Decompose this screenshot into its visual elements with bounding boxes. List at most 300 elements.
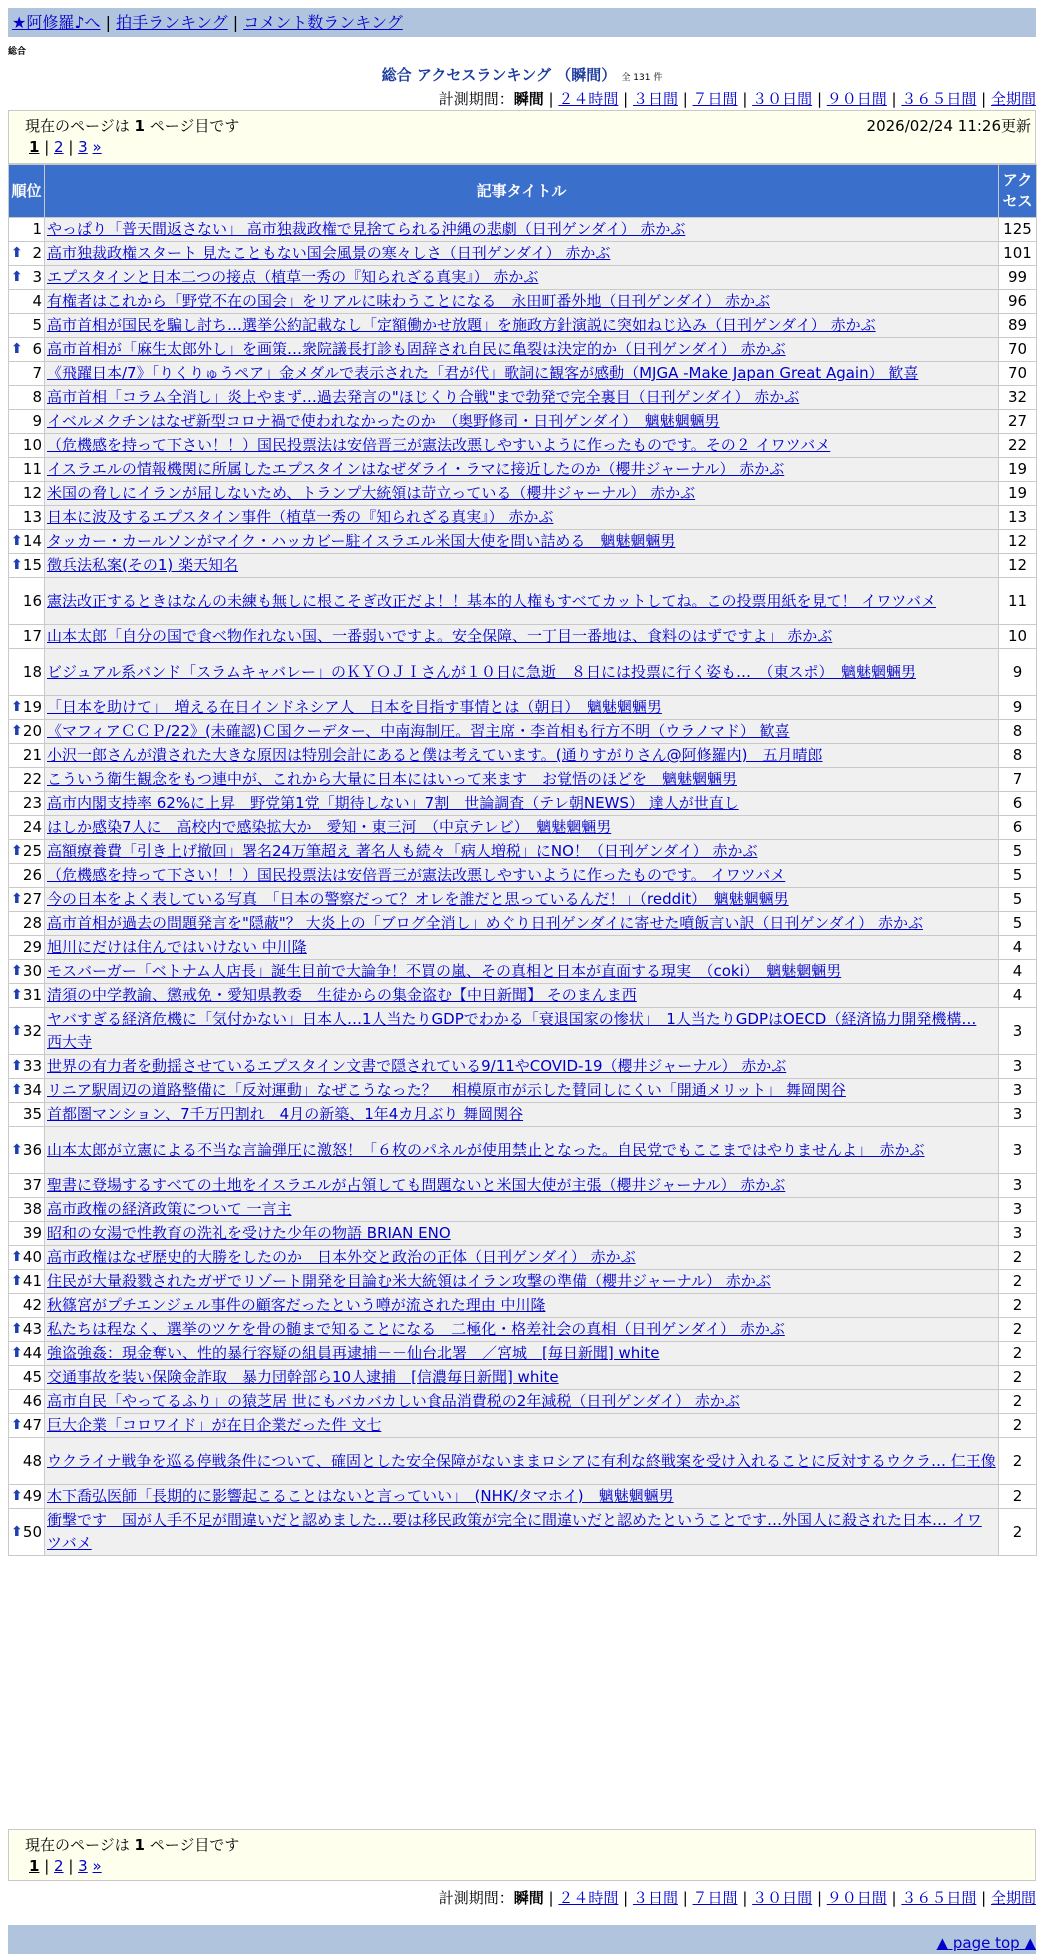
rank-number: 37 [22, 1176, 42, 1194]
table-row [9, 242, 1037, 266]
article-link[interactable]: こういう衛生観念をもつ連中が、これから大量に日本にはいって来ます お覚悟のほどを 魑魅魍魎男 [47, 770, 738, 788]
article-link[interactable]: 《飛躍日本/7》「りくりゅうペア」金メダルで表示された「君が代」歌詞に観客が感動（MJGA -Make Japan Great Again） 歓喜 [47, 364, 919, 382]
period-link[interactable]: 全期間 [990, 90, 1036, 108]
period-link[interactable]: ７日間 [692, 90, 738, 108]
title-cell [45, 1079, 999, 1103]
access-count: 5 [999, 864, 1037, 888]
separator: | [812, 1889, 827, 1907]
rank-number: 13 [22, 508, 42, 526]
rank-cell [9, 649, 45, 696]
title-cell [45, 984, 999, 1008]
article-link[interactable]: （危機感を持って下さい！！）国民投票法は安倍晋三が憲法改悪しやすいように作ったものです。その２ イワツバメ [47, 436, 831, 454]
article-link[interactable]: ウクライナ戦争を巡る停戦条件について、確固とした安全保障がないままロシアに有利な終戦案を受け入れることに反対するウクラ… 仁王像 [47, 1451, 996, 1470]
up-arrow-icon: ⬆ [11, 1345, 23, 1361]
rank-cell [9, 1390, 45, 1414]
rank-number: 29 [22, 938, 42, 956]
rank-cell [9, 1438, 45, 1485]
pager-page-link[interactable]: 3 [78, 1857, 88, 1875]
title-cell [45, 960, 999, 984]
rank-number: 45 [22, 1368, 42, 1386]
rank-cell [9, 242, 45, 266]
header-rank: 順位 [9, 165, 45, 218]
table-row [9, 458, 1037, 482]
rank-cell [9, 482, 45, 506]
article-link[interactable]: 高市政権の経済政策について 一言主 [47, 1200, 292, 1218]
table-row [9, 1485, 1037, 1509]
article-link[interactable]: 旭川にだけは住んではいけない 中川隆 [47, 938, 307, 956]
rank-number: 41 [22, 1272, 42, 1290]
rank-number: 12 [22, 484, 42, 502]
article-link[interactable]: 高市首相が「麻生太郎外し」を画策…衆院議長打診も固辞され自民に亀裂は決定的か（日刊ゲンダイ） 赤かぶ [47, 340, 786, 358]
article-link[interactable]: モスバーガー「ベトナム人店長」誕生目前で大論争！不買の嵐、その真相と日本が直面する現実 （coki） 魑魅魍魎男 [47, 962, 842, 980]
article-link[interactable]: 高市内閣支持率 62%に上昇 野党第1党「期待しない」7割 世論調査（テレ朝NEWS） 達人が世直し [47, 794, 739, 812]
table-row [9, 1438, 1037, 1485]
up-arrow-icon: ⬆ [11, 557, 23, 573]
title-cell [45, 864, 999, 888]
up-arrow-icon: ⬆ [11, 843, 23, 859]
access-count: 3 [999, 1079, 1037, 1103]
article-link[interactable]: ヤバすぎる経済危機に「気付かない」日本人…1人当たりGDPでわかる「衰退国家の惨状」 1人当たりGDPはOECD（経済協力開発機構… 西大寺 [47, 1010, 977, 1051]
table-row [9, 290, 1037, 314]
title-cell [45, 1222, 999, 1246]
table-row [9, 912, 1037, 936]
title-cell [45, 1270, 999, 1294]
table-row [9, 1008, 1037, 1055]
title-cell [45, 1127, 999, 1174]
rank-number: 16 [22, 591, 42, 610]
rank-cell [9, 434, 45, 458]
pager-bottom [29, 1857, 102, 1875]
current-page-text: 現在のページは 1 ページ目です [25, 1836, 240, 1854]
table-row [9, 1174, 1037, 1198]
table-row [9, 864, 1037, 888]
title-cell [45, 816, 999, 840]
separator: | [677, 90, 693, 108]
separator: | [39, 1857, 55, 1875]
title-cell [45, 1103, 999, 1127]
rank-number: 27 [22, 890, 42, 908]
table-row [9, 338, 1037, 362]
separator: | [737, 90, 753, 108]
rank-cell [9, 290, 45, 314]
article-link[interactable]: 「日本を助けて」 増える在日インドネシア人 日本を目指す事情とは（朝日） 魑魅魍魎男 [47, 698, 662, 716]
rank-number: 17 [22, 627, 42, 645]
header-title: 記事タイトル [45, 165, 999, 218]
article-link[interactable]: はしか感染7人に 高校内で感染拡大か 愛知・東三河 （中京テレビ） 魑魅魍魎男 [47, 818, 612, 836]
access-count: 19 [999, 482, 1037, 506]
separator: | [39, 138, 55, 156]
table-row [9, 816, 1037, 840]
ranking-table [8, 164, 1037, 1556]
up-arrow-icon: ⬆ [11, 891, 23, 907]
title-cell [45, 696, 999, 720]
article-link[interactable]: 高額療養費「引き上げ撤回」署名24万筆超え 著名人も続々「病人増税」にNO！（日刊ゲンダイ） 赤かぶ [47, 842, 758, 860]
rank-number: 4 [32, 292, 42, 310]
separator: | [737, 1889, 753, 1907]
rank-cell [9, 1294, 45, 1318]
title-cell [45, 744, 999, 768]
article-link[interactable]: リニア駅周辺の道路整備に「反対運動」なぜこうなった？ 相模原市が示した賛同しにくい「開通メリット」 舞岡関谷 [47, 1081, 846, 1099]
article-link[interactable]: 首都圏マンション、7千万円割れ 4月の新築、1年4カ月ぶり 舞岡関谷 [47, 1105, 524, 1123]
rank-cell [9, 888, 45, 912]
rank-number: 28 [22, 914, 42, 932]
table-row [9, 1270, 1037, 1294]
article-link[interactable]: 有権者はこれから「野党不在の国会」をリアルに味わうことになる 永田町番外地（日刊ゲンダイ） 赤かぶ [47, 292, 770, 310]
rank-cell [9, 696, 45, 720]
rank-cell [9, 266, 45, 290]
separator: | [677, 1889, 693, 1907]
article-link[interactable]: 高市首相が国民を騙し討ち…選挙公約記載なし「定額働かせ放題」を施政方針演説に突如ねじ込み（日刊ゲンダイ） 赤かぶ [47, 316, 876, 334]
rank-cell [9, 1318, 45, 1342]
access-count: 19 [999, 458, 1037, 482]
title-cell [45, 840, 999, 864]
table-row [9, 482, 1037, 506]
access-count: 3 [999, 1127, 1037, 1174]
table-row [9, 1342, 1037, 1366]
rank-number: 20 [22, 722, 42, 740]
page-top-link[interactable]: ▲ page top ▲ [936, 1934, 1036, 1952]
rank-cell [9, 1246, 45, 1270]
access-count: 3 [999, 1055, 1037, 1079]
header-access: アクセス [999, 165, 1037, 218]
title-cell [45, 338, 999, 362]
rank-cell [9, 1055, 45, 1079]
table-row [9, 1246, 1037, 1270]
table-row [9, 386, 1037, 410]
access-count: 6 [999, 792, 1037, 816]
rank-cell [9, 1222, 45, 1246]
table-row [9, 530, 1037, 554]
separator: | [105, 13, 112, 32]
separator: | [543, 1889, 559, 1907]
rank-cell [9, 1198, 45, 1222]
clap-ranking-link[interactable]: 拍手ランキング [116, 13, 228, 32]
article-link[interactable]: 小沢一郎さんが潰された大きな原因は特別会計にあると僕は考えています。(通りすがりさん@阿修羅内) 五月晴郎 [47, 746, 823, 764]
rank-cell [9, 816, 45, 840]
title-cell [45, 1318, 999, 1342]
rank-cell [9, 1103, 45, 1127]
table-row [9, 578, 1037, 625]
period-link[interactable]: ９０日間 [826, 1889, 887, 1907]
article-link[interactable]: 高市首相「コラム全消し」炎上やまず…過去発言の"ほじくり合戦"まで勃発で完全裏目（日刊ゲンダイ） 赤かぶ [47, 388, 800, 406]
rank-cell [9, 744, 45, 768]
title-cell [45, 912, 999, 936]
article-link[interactable]: 昭和の女湯で性教育の洗礼を受けた少年の物語 BRIAN ENO [47, 1224, 451, 1242]
up-arrow-icon: ⬆ [11, 1488, 23, 1504]
rank-cell [9, 1008, 45, 1055]
updated-timestamp: 2026/02/24 11:26更新 [866, 117, 1031, 135]
article-link[interactable]: 木下喬弘医師「長期的に影響起こることはないと言っていい」 (NHK/タマホイ) 魑魅魍魎男 [47, 1487, 674, 1505]
table-row [9, 1127, 1037, 1174]
period-link[interactable]: 全期間 [990, 1889, 1036, 1907]
table-row [9, 1198, 1037, 1222]
rank-cell [9, 1174, 45, 1198]
table-row [9, 554, 1037, 578]
rank-number: 24 [22, 818, 42, 836]
title-cell [45, 1485, 999, 1509]
article-link[interactable]: 米国の脅しにイランが屈しないため、トランプ大統領は苛立っている（櫻井ジャーナル） 赤かぶ [47, 484, 696, 502]
article-link[interactable]: 高市自民「やってるふり」の猿芝居 世にもバカバカしい食品消費税の2年減税（日刊ゲンダイ） 赤かぶ [47, 1392, 740, 1410]
access-count: 4 [999, 936, 1037, 960]
up-arrow-icon: ⬆ [11, 1022, 23, 1039]
rank-number: 5 [32, 316, 42, 334]
access-count: 13 [999, 506, 1037, 530]
rank-number: 38 [22, 1200, 42, 1218]
rank-number: 26 [22, 866, 42, 884]
up-arrow-icon: ⬆ [11, 987, 23, 1003]
article-link[interactable]: ビジュアル系バンド「スラムキャバレー」のＫＹＯＪＩさんが１０日に急逝 ８日には投票に行く姿も… （東スポ） 魑魅魍魎男 [47, 662, 916, 681]
article-link[interactable]: 今の日本をよく表している写真 「日本の警察だって？オレを誰だと思っているんだ！」（reddit） 魑魅魍魎男 [47, 890, 789, 908]
article-link[interactable]: 交通事故を装い保険金詐取 暴力団幹部ら10人逮捕 [信濃毎日新聞] white [47, 1368, 559, 1386]
pager-page-link[interactable]: 3 [78, 138, 88, 156]
table-row [9, 984, 1037, 1008]
rank-number: 11 [22, 460, 42, 478]
rank-cell [9, 864, 45, 888]
pager-current-page[interactable]: 1 [29, 1857, 40, 1875]
article-link[interactable]: 私たちは程なく、選挙のツケを骨の髄まで知ることになる 二極化・格差社会の真相（日刊ゲンダイ） 赤かぶ [47, 1320, 785, 1338]
period-link[interactable]: ９０日間 [826, 90, 887, 108]
table-row [9, 506, 1037, 530]
access-count: 2 [999, 1366, 1037, 1390]
rank-number: 46 [22, 1392, 42, 1410]
page-title-block [0, 64, 1044, 85]
rank-number: 15 [22, 556, 42, 574]
period-link[interactable]: ３日間 [632, 1889, 678, 1907]
title-cell [45, 530, 999, 554]
up-arrow-icon: ⬆ [11, 269, 23, 285]
up-arrow-icon: ⬆ [11, 963, 23, 979]
period-label: 計測期間： [438, 90, 514, 108]
separator: | [232, 13, 239, 32]
item-count: 全 131 件 [621, 73, 663, 83]
footer-bar [8, 1925, 1036, 1954]
rank-cell [9, 912, 45, 936]
pager-next-link[interactable]: » [92, 1857, 102, 1875]
separator: | [63, 1857, 79, 1875]
period-link[interactable]: ３日間 [632, 90, 678, 108]
title-cell [45, 1294, 999, 1318]
access-count: 2 [999, 1485, 1037, 1509]
rank-cell [9, 314, 45, 338]
table-row [9, 1366, 1037, 1390]
access-count: 5 [999, 840, 1037, 864]
period-link[interactable]: ２４時間 [558, 1889, 619, 1907]
article-link[interactable]: 強盗強姦：現金奪い、性的暴行容疑の組員再逮捕－－仙台北署 ／宮城 [毎日新聞] white [47, 1344, 660, 1362]
title-cell [45, 768, 999, 792]
rank-number: 36 [22, 1140, 42, 1159]
title-cell [45, 625, 999, 649]
period-current: 瞬間 [513, 1889, 544, 1907]
period-link[interactable]: ３６５日間 [901, 90, 977, 108]
up-arrow-icon: ⬆ [11, 1058, 23, 1074]
title-cell [45, 242, 999, 266]
article-link[interactable]: 《マフィアＣＣＰ/22》(未確認)Ｃ国クーデター、中南海制圧。習主席・李首相も行方不明（ウラノマド） 歓喜 [47, 722, 790, 740]
rank-cell [9, 840, 45, 864]
rank-number: 34 [22, 1081, 42, 1099]
rank-number: 31 [22, 986, 42, 1004]
rank-cell [9, 506, 45, 530]
table-row [9, 434, 1037, 458]
access-count: 2 [999, 1342, 1037, 1366]
rank-cell [9, 1079, 45, 1103]
home-link[interactable]: ★阿修羅♪へ [12, 13, 101, 32]
separator: | [886, 90, 902, 108]
access-count: 2 [999, 1246, 1037, 1270]
article-link[interactable]: 衝撃です 国が人手不足が間違いだと認めました…要は移民政策が完全に間違いだと認めたということです…外国人に殺された日本… イワツバメ [47, 1511, 982, 1552]
article-link[interactable]: タッカー・カールソンがマイク・ハッカビー駐イスラエル米国大使を問い詰める 魑魅魍魎男 [47, 532, 676, 550]
rank-number: 3 [32, 268, 42, 286]
access-count: 2 [999, 1438, 1037, 1485]
access-count: 101 [999, 242, 1037, 266]
access-count: 7 [999, 768, 1037, 792]
title-cell [45, 1438, 999, 1485]
section-label: 総合 [8, 47, 27, 57]
title-cell [45, 1390, 999, 1414]
title-cell [45, 482, 999, 506]
table-row [9, 696, 1037, 720]
up-arrow-icon: ⬆ [11, 1141, 23, 1158]
title-cell [45, 1174, 999, 1198]
table-row [9, 1055, 1037, 1079]
rank-cell [9, 1414, 45, 1438]
title-cell [45, 578, 999, 625]
article-link[interactable]: 徴兵法私案(その1) 楽天知名 [47, 556, 239, 574]
pager-top [29, 138, 102, 156]
rank-cell [9, 530, 45, 554]
article-link[interactable]: （危機感を持って下さい！！）国民投票法は安倍晋三が憲法改悪しやすいように作ったものです。 イワツバメ [47, 866, 786, 884]
title-cell [45, 888, 999, 912]
article-link[interactable]: 秋篠宮がプチエンジェル事件の顧客だったという噂が流された理由 中川隆 [47, 1296, 546, 1314]
current-page-text: 現在のページは 1 ページ目です [25, 117, 240, 135]
title-cell [45, 290, 999, 314]
period-link[interactable]: ３０日間 [752, 90, 813, 108]
separator: | [543, 90, 559, 108]
access-count: 9 [999, 649, 1037, 696]
article-link[interactable]: 高市政権はなぜ歴史的大勝をしたのか 日本外交と政治の正体（日刊ゲンダイ） 赤かぶ [47, 1248, 636, 1266]
separator: | [618, 90, 633, 108]
article-link[interactable]: 日本に波及するエプスタイン事件（植草一秀の『知られざる真実』） 赤かぶ [47, 508, 554, 526]
title-cell [45, 218, 999, 242]
rank-number: 33 [22, 1057, 42, 1075]
article-link[interactable]: 高市首相が過去の問題発言を"隠蔽"？ 大炎上の「ブログ全消し」めぐり日刊ゲンダイに寄せた噴飯言い訳（日刊ゲンダイ） 赤かぶ [47, 914, 923, 932]
rank-cell [9, 410, 45, 434]
title-cell [45, 936, 999, 960]
rank-cell [9, 960, 45, 984]
rank-number: 7 [32, 364, 42, 382]
rank-number: 50 [22, 1522, 42, 1541]
rank-number: 10 [22, 436, 42, 454]
title-cell [45, 314, 999, 338]
article-link[interactable]: 巨大企業「コロワイド」が在日企業だった件 文七 [47, 1416, 382, 1434]
article-link[interactable]: 世界の有力者を動揺させているエプスタイン文書で隠されている9/11やCOVID-19（櫻井ジャーナル） 赤かぶ [47, 1057, 787, 1075]
table-row [9, 1390, 1037, 1414]
title-cell [45, 649, 999, 696]
up-arrow-icon: ⬆ [11, 245, 23, 261]
title-cell [45, 1509, 999, 1556]
period-label: 計測期間： [438, 1889, 514, 1907]
access-count: 70 [999, 338, 1037, 362]
up-arrow-icon: ⬆ [11, 699, 23, 715]
article-link[interactable]: 山本太郎「自分の国で食べ物作れない国、一番弱いですよ。安全保障、一丁目一番地は、食料のはずですよ」 赤かぶ [47, 627, 833, 645]
top-nav-bar [8, 8, 1036, 37]
comment-ranking-link[interactable]: コメント数ランキング [243, 13, 403, 32]
access-count: 99 [999, 266, 1037, 290]
rank-number: 43 [22, 1320, 42, 1338]
access-count: 9 [999, 696, 1037, 720]
rank-number: 44 [22, 1344, 42, 1362]
pager-page-link[interactable]: 2 [54, 138, 64, 156]
rank-number: 32 [22, 1021, 42, 1040]
table-row [9, 840, 1037, 864]
rank-cell [9, 554, 45, 578]
title-cell [45, 386, 999, 410]
separator: | [886, 1889, 902, 1907]
article-link[interactable]: イスラエルの情報機関に所属したエプスタインはなぜダライ・ラマに接近したのか（櫻井ジャーナル） 赤かぶ [47, 460, 785, 478]
title-cell [45, 1342, 999, 1366]
article-link[interactable]: イベルメクチンはなぜ新型コロナ禍で使われなかったのか （奥野修司・日刊ゲンダイ） 魑魅魍魎男 [47, 412, 720, 430]
article-link[interactable]: 住民が大量殺戮されたガザでリゾート開発を目論む米大統領はイラン攻撃の準備（櫻井ジャーナル） 赤かぶ [47, 1272, 771, 1290]
page-title: 総合 アクセスランキング （瞬間） [381, 66, 617, 84]
access-count: 89 [999, 314, 1037, 338]
pager-next-link[interactable]: » [92, 138, 102, 156]
pager-current-page[interactable]: 1 [29, 138, 40, 156]
article-link[interactable]: 山本太郎が立憲による不当な言論弾圧に激怒！「６枚のパネルが使用禁止となった。自民党でもここまではやりませんよ」 赤かぶ [47, 1140, 925, 1159]
rank-cell [9, 362, 45, 386]
article-link[interactable]: やっぱり「普天間返さない」 高市独裁政権で見捨てられる沖縄の悲劇（日刊ゲンダイ） 赤かぶ [47, 220, 686, 238]
rank-number: 23 [22, 794, 42, 812]
table-row [9, 1079, 1037, 1103]
period-link[interactable]: ７日間 [692, 1889, 738, 1907]
table-row [9, 1318, 1037, 1342]
article-link[interactable]: エプスタインと日本二つの接点（植草一秀の『知られざる真実』） 赤かぶ [47, 268, 539, 286]
access-count: 125 [999, 218, 1037, 242]
rank-cell [9, 218, 45, 242]
period-current: 瞬間 [513, 90, 544, 108]
period-link[interactable]: ３０日間 [752, 1889, 813, 1907]
rank-cell [9, 936, 45, 960]
article-link[interactable]: 高市独裁政権スタート 見たこともない国会風景の寒々しさ（日刊ゲンダイ） 赤かぶ [47, 244, 611, 262]
rank-number: 35 [22, 1105, 42, 1123]
article-link[interactable]: 聖書に登場するすべての土地をイスラエルが占領しても問題ないと米国大使が主張（櫻井ジャーナル） 赤かぶ [47, 1176, 786, 1194]
separator: | [976, 90, 991, 108]
access-count: 3 [999, 1174, 1037, 1198]
title-cell [45, 266, 999, 290]
access-count: 3 [999, 1103, 1037, 1127]
article-link[interactable]: 清須の中学教諭、懲戒免・愛知県教委 生徒からの集金盗む【中日新聞】 そのまんま西 [47, 986, 637, 1004]
title-cell [45, 362, 999, 386]
table-row [9, 1103, 1037, 1127]
separator: | [976, 1889, 991, 1907]
article-link[interactable]: 憲法改正するときはなんの未練も無しに根こそぎ改正だよ！！基本的人権もすべてカットしてね。この投票用紙を見て！ イワツバメ [47, 591, 937, 610]
access-count: 10 [999, 625, 1037, 649]
period-link[interactable]: ３６５日間 [901, 1889, 977, 1907]
rank-number: 1 [32, 220, 42, 238]
access-count: 12 [999, 530, 1037, 554]
rank-number: 9 [32, 412, 42, 430]
title-cell [45, 720, 999, 744]
access-count: 11 [999, 578, 1037, 625]
rank-number: 47 [22, 1416, 42, 1434]
table-row [9, 266, 1037, 290]
period-selector-bottom [439, 1887, 1036, 1908]
access-count: 70 [999, 362, 1037, 386]
table-row [9, 720, 1037, 744]
period-link[interactable]: ２４時間 [558, 90, 619, 108]
rank-cell [9, 338, 45, 362]
pager-page-link[interactable]: 2 [54, 1857, 64, 1875]
rank-number: 6 [32, 340, 42, 358]
title-cell [45, 1366, 999, 1390]
